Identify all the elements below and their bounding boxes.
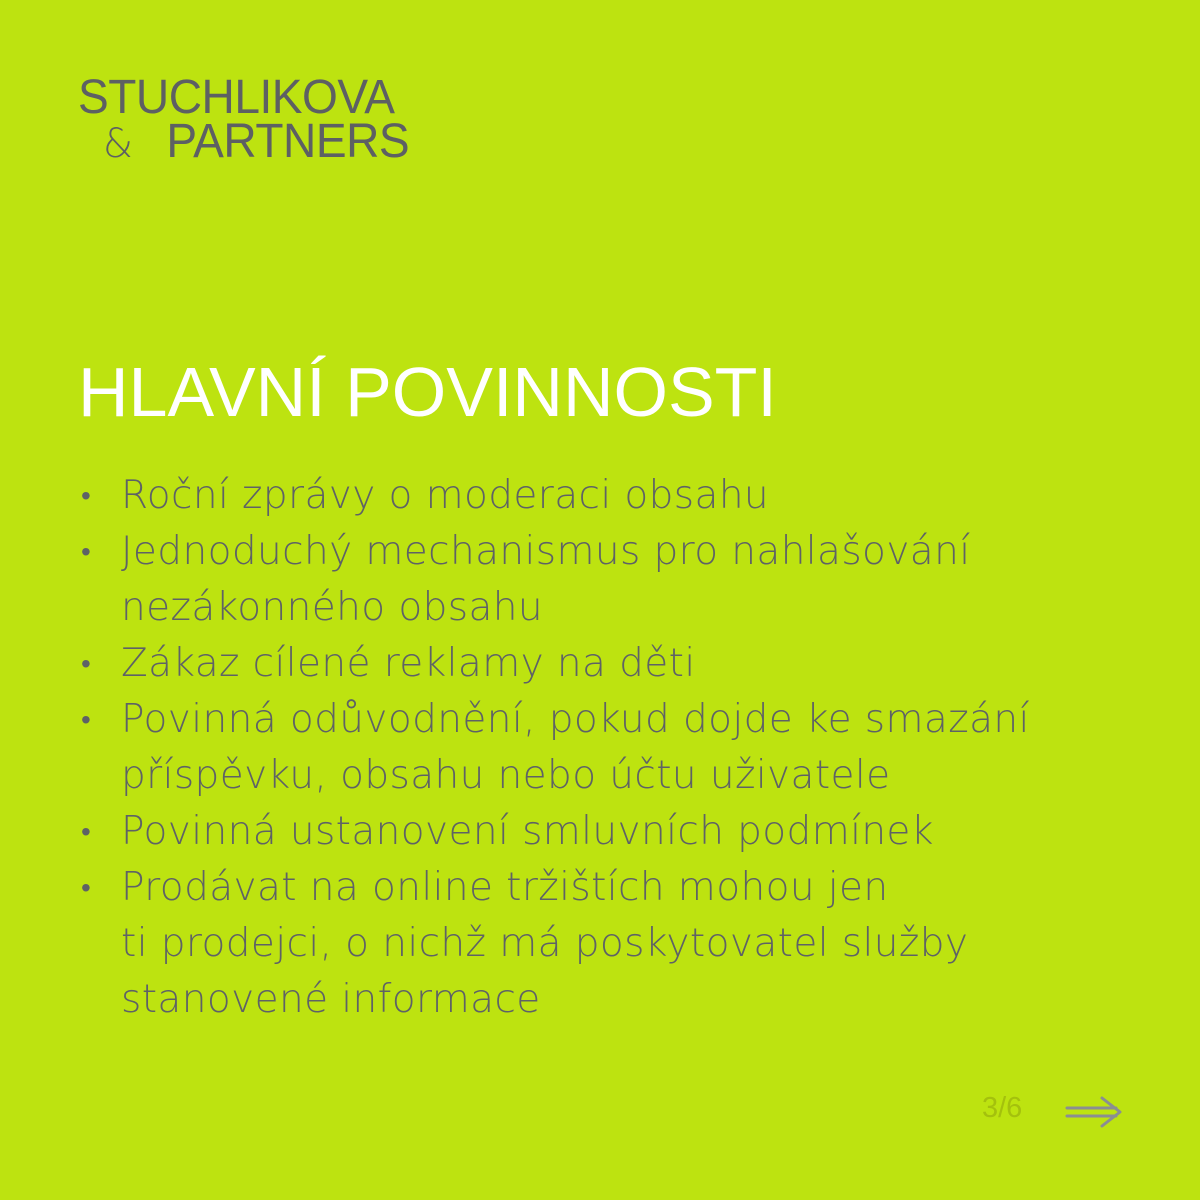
logo-line-2-text: PARTNERS <box>166 115 410 168</box>
list-item-line: Roční zprávy o moderaci obsahu <box>121 473 770 518</box>
list-item-line: Jednoduchý mechanismus pro nahlašování <box>121 529 971 574</box>
bullet-marker: • <box>81 647 92 680</box>
list-item-line: Povinná odůvodnění, pokud dojde ke smazání <box>121 697 1030 742</box>
obligations-list <box>78 468 1138 1028</box>
bullet-marker: • <box>81 871 92 904</box>
logo-line-1: STUCHLIKOVA <box>78 71 395 124</box>
page-title: HLAVNÍ POVINNOSTI <box>78 353 777 431</box>
bullet-marker: • <box>81 479 92 512</box>
bullet-marker: • <box>81 535 92 568</box>
bullet-marker: • <box>81 703 92 736</box>
list-item <box>78 692 1138 804</box>
list-item-line: příspěvku, obsahu nebo účtu uživatele <box>121 753 891 798</box>
list-item-line: Prodávat na online tržištích mohou jen <box>121 865 889 910</box>
list-item-line: Povinná ustanovení smluvních podmínek <box>121 809 934 854</box>
list-item <box>78 468 1138 524</box>
list-item <box>78 804 1138 860</box>
list-item-line: stanovené informace <box>121 977 541 1022</box>
list-item-line: nezákonného obsahu <box>121 585 544 630</box>
list-item <box>78 524 1138 636</box>
list-item <box>78 636 1138 692</box>
logo <box>78 71 410 168</box>
list-item-line: ti prodejci, o nichž má poskytovatel služby <box>121 921 969 966</box>
logo-ampersand: & <box>102 121 133 167</box>
list-item-line: Zákaz cílené reklamy na děti <box>121 641 696 686</box>
list-item <box>78 860 1138 1028</box>
arrow-right-icon[interactable] <box>1064 1094 1124 1130</box>
page-indicator: 3/6 <box>982 1092 1023 1124</box>
bullet-marker: • <box>81 815 92 848</box>
logo-line-2 <box>78 115 410 168</box>
